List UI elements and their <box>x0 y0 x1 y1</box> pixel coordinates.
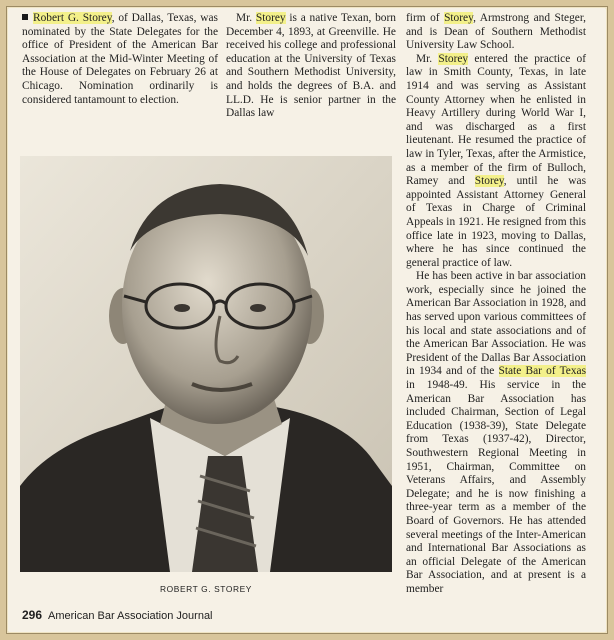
biography-column-right <box>406 12 586 597</box>
highlighted-name: Storey <box>444 12 474 24</box>
paragraph-bar-activity <box>406 270 586 596</box>
text-run: in 1948-49. His service in the American Bar Association has included Chairman, Section of Legal Education (1938-39), State Delegate from Texas (1937-42), Director, Southwestern Regional Meeting in 1951, Chairman, Committee on Veterans Affairs, and Assembly Delegate; and he is now finishing a three-year term as a member of the Board of Governors. He has attended several meetings of the Inter-American and International Bar Associations as an official Delegate of the American Bar Association, and at present is a member <box>406 379 586 595</box>
intro-text: , of Dallas, Texas, was nominated by the State Delegates for the office of President of the American Bar Association at the Mid-Winter Meeting of the House of Delegates on February 26 at Chicago. Nomination ordinarily is considered tantamount to election. <box>22 12 218 106</box>
highlighted-name: Storey <box>255 12 286 24</box>
photo-caption: ROBERT G. STOREY <box>160 584 252 594</box>
page-number: 296 <box>22 608 43 622</box>
text-run: entered the practice of law in Smith County, Texas, in late 1914 and was serving as Assistant County Attorney when he enlisted in Heavy Artillery during World War I, and was discharged as a first lieutenant. He resumed the practice of law in Tyler, Texas, after the Armistice, as a member of the firm of Bulloch, Ramey and <box>406 52 586 188</box>
journal-page <box>8 8 606 632</box>
highlighted-name: Robert G. Storey <box>33 12 112 24</box>
text-run: is a native Texan, born December 4, 1893, at Greenville. He received his college and professional education at the University of Texas and Southern Methodist University, and holds the degrees of B.A. and LL.D. He is senior partner in the Dallas law <box>226 12 396 120</box>
text-run: firm of <box>406 12 445 24</box>
text-run: He has been active in bar association work, especially since he joined the American Bar Association in 1928, and has served upon various committees of his local and state associations and of the American Bar Association. He was President of the Dallas Bar Association in 1934 and of the <box>406 270 586 378</box>
paragraph-continuation <box>406 12 586 53</box>
text-run: Mr. <box>236 12 256 24</box>
page-footer <box>22 608 392 622</box>
publication-title: American Bar Association Journal <box>48 610 213 622</box>
highlighted-organization: State Bar of Texas <box>498 365 587 378</box>
portrait-photo <box>20 156 392 572</box>
highlighted-name: Storey <box>438 52 469 65</box>
text-run: , Armstrong and Steger, and is Dean of Southern Methodist University Law School. <box>406 12 587 52</box>
highlighted-name: Storey <box>474 175 504 188</box>
text-run: , until he was appointed Assistant Attorney General of Texas in Charge of Criminal Appeals in 1921. He resigned from this office late in 1923, moving to Dallas, where he has since continued the general practice of law. <box>406 175 586 269</box>
text-run: Mr. <box>416 52 439 65</box>
paragraph-career <box>406 53 586 271</box>
biography-column-middle <box>226 12 396 121</box>
bullet-icon <box>22 14 28 20</box>
intro-column <box>22 12 218 107</box>
